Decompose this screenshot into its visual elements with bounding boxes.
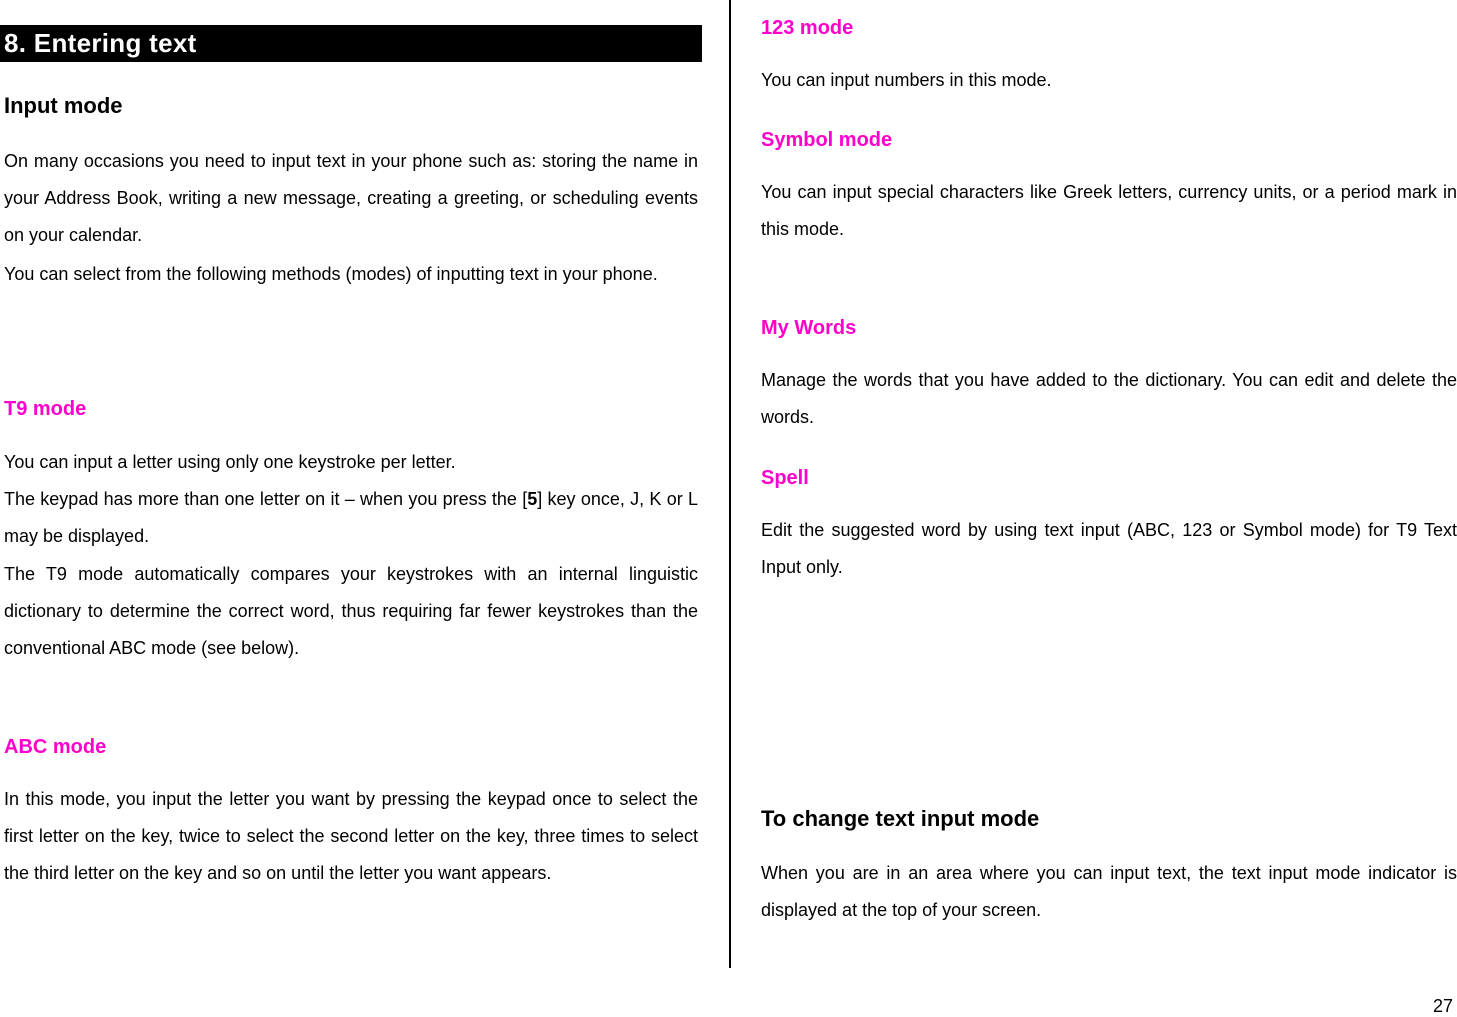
my-words-paragraph: Manage the words that you have added to the dictionary. You can edit and delete the words. <box>761 370 1457 427</box>
t9-mode-paragraph-2 <box>4 481 698 555</box>
t9-mode-paragraph-3: The T9 mode automatically compares your keystrokes with an internal linguistic dictionary to determine the correct word, thus requiring far fewer keystrokes than the conventional ABC mode (see below). <box>4 564 698 658</box>
page-number: 27 <box>1432 996 1453 1016</box>
key-5-label: 5 <box>527 489 538 509</box>
input-mode-paragraph-1: On many occasions you need to input text in your phone such as: storing the name in your Address Book, writing a new message, creating a greeting, or scheduling events on your calendar. <box>4 151 698 245</box>
t9-p2-before: The keypad has more than one letter on it – when you press the [ <box>4 489 528 509</box>
change-mode-heading: To change text input mode <box>761 806 1040 831</box>
symbol-mode-paragraph: You can input special characters like Greek letters, currency units, or a period mark in this mode. <box>761 182 1457 239</box>
t9-mode-heading: T9 mode <box>4 398 87 420</box>
my-words-heading: My Words <box>761 317 857 339</box>
section-title-bar: 8. Entering text <box>0 25 702 62</box>
mode-123-heading: 123 mode <box>761 17 854 39</box>
t9-mode-paragraph-1: You can input a letter using only one keystroke per letter. <box>4 452 456 472</box>
symbol-mode-heading: Symbol mode <box>761 129 893 151</box>
mode-123-paragraph: You can input numbers in this mode. <box>761 70 1052 90</box>
t9-p2-after: ] key once, J, K or L may be displayed. <box>4 489 699 546</box>
spell-paragraph: Edit the suggested word by using text input (ABC, 123 or Symbol mode) for T9 Text Input only. <box>761 520 1457 577</box>
change-mode-paragraph: When you are in an area where you can input text, the text input mode indicator is displayed at the top of your screen. <box>761 863 1457 920</box>
spell-heading: Spell <box>761 467 809 489</box>
input-mode-paragraph-2: You can select from the following methods (modes) of inputting text in your phone. <box>4 264 658 284</box>
abc-mode-paragraph-1: In this mode, you input the letter you want by pressing the keypad once to select the first letter on the key, twice to select the second letter on the key, three times to select the third letter on the key and so on until the letter you want appears. <box>4 789 698 883</box>
abc-mode-heading: ABC mode <box>4 736 107 758</box>
input-mode-heading: Input mode <box>4 93 123 118</box>
column-divider <box>729 0 731 968</box>
